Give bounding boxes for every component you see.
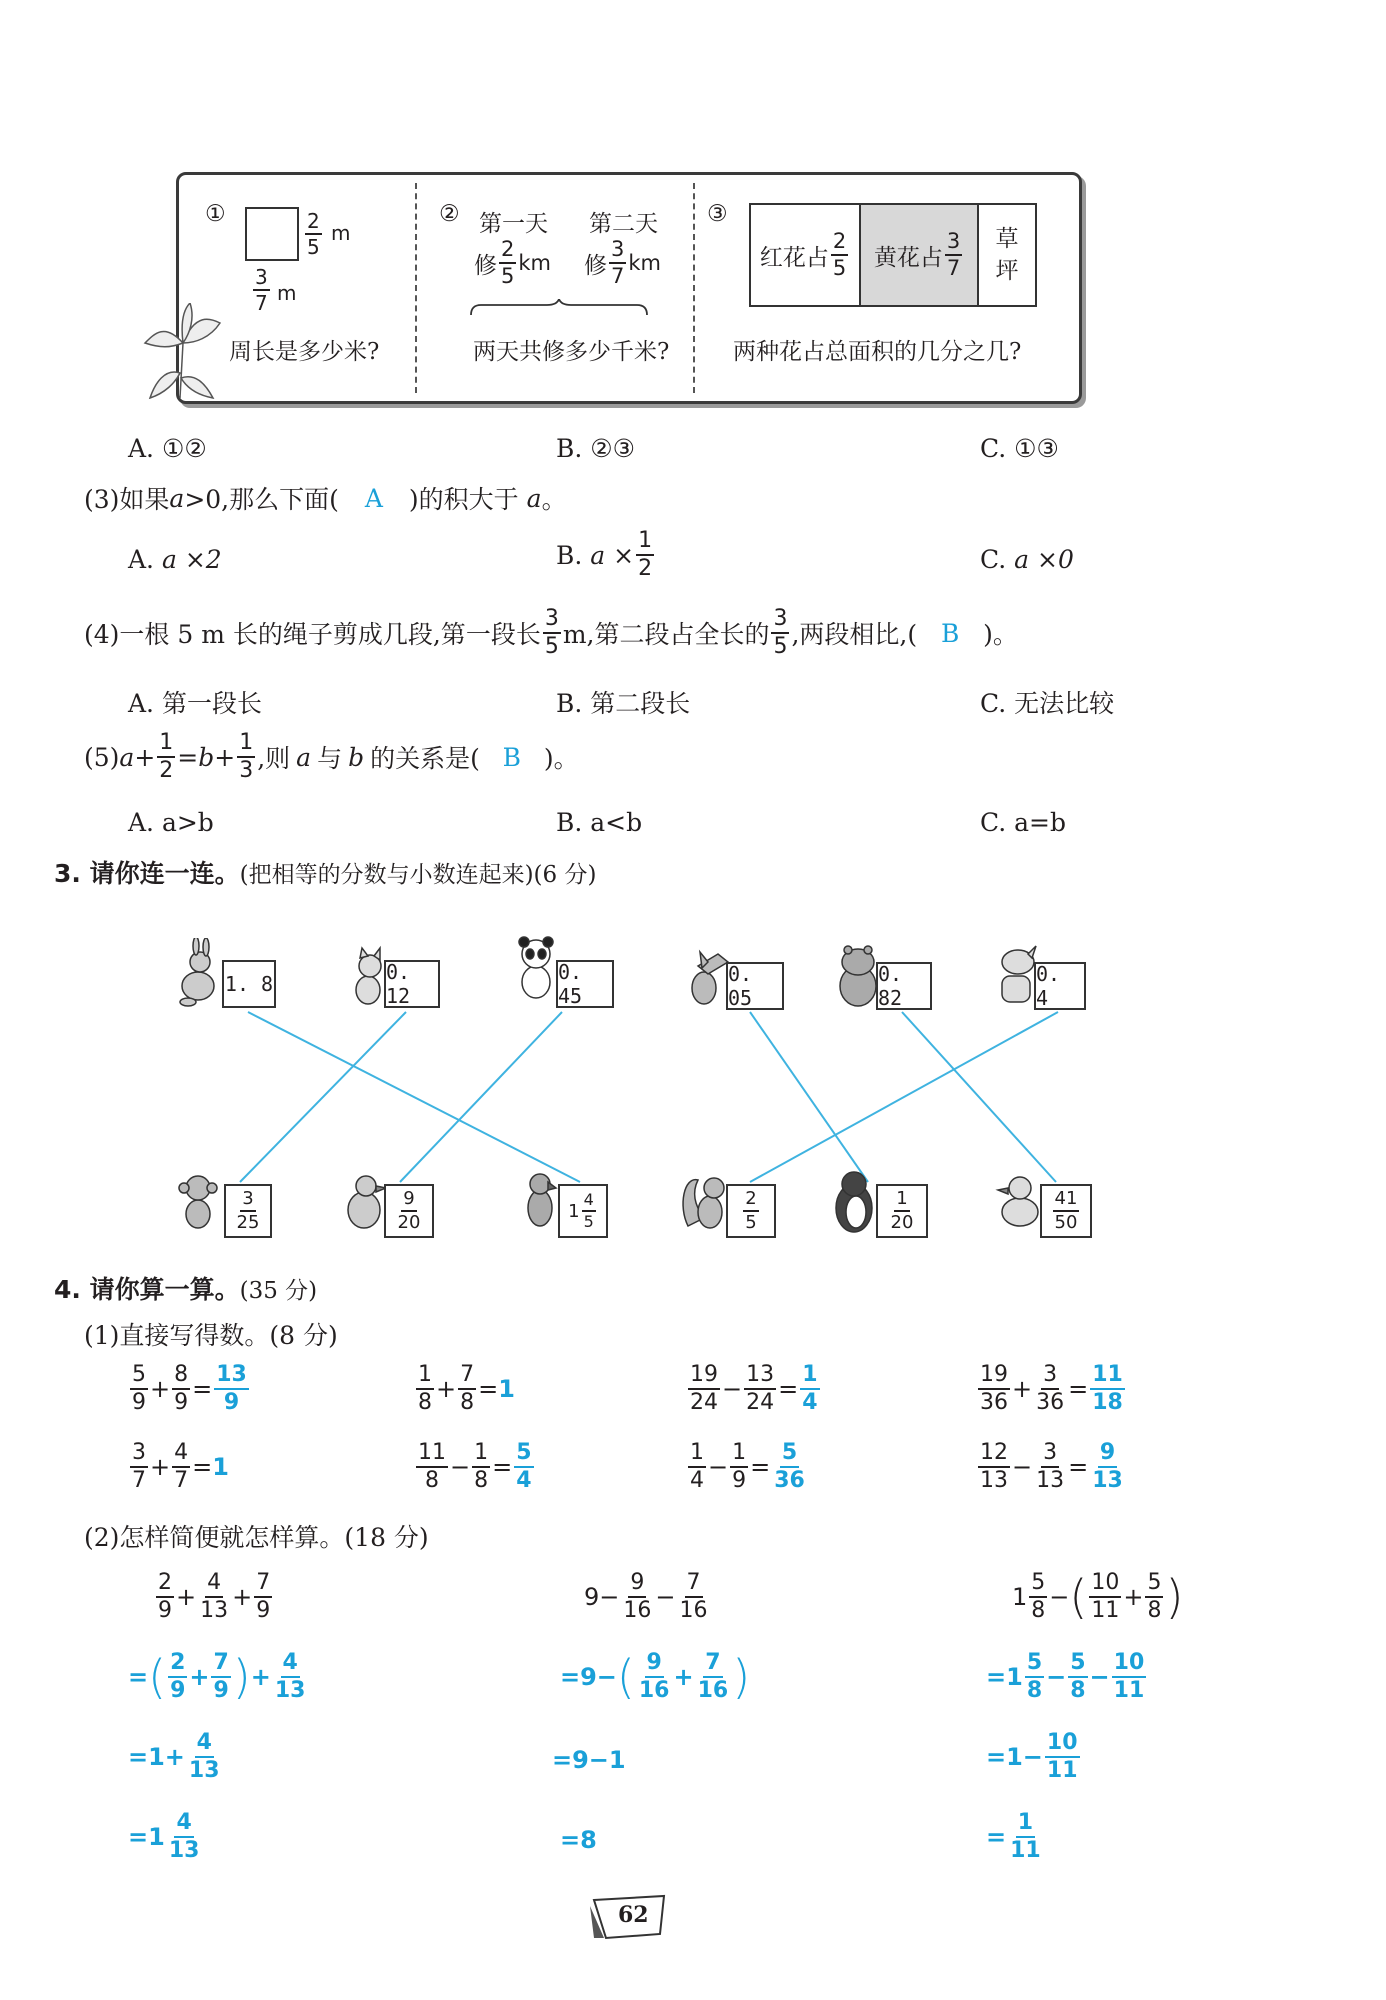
calc-problem: 9− $\frac{9}{16}$ − $\frac{7}{16}$ <box>584 1570 708 1623</box>
panel-question: 两天共修多少千米? <box>473 339 670 365</box>
fraction-numerator: 4 <box>582 1192 596 1212</box>
fraction-numerator: 2 <box>831 231 848 256</box>
panel-question: 两种花占总面积的几分之几? <box>733 339 1022 365</box>
fraction-denominator: 5 <box>501 264 515 288</box>
decimal-card: 0. 82 <box>876 962 932 1010</box>
match-line <box>400 1012 562 1182</box>
repair-label: 修 <box>474 252 497 279</box>
option-c <box>980 545 1074 574</box>
fraction-denominator: 7 <box>946 256 961 280</box>
calc-step: =9−1 <box>552 1746 626 1774</box>
unit-label: km <box>628 251 661 275</box>
calc-step: =1 $\frac{5}{8}$ − $\frac{5}{8}$ − $\frac{10}{11}$ <box>986 1650 1145 1703</box>
mixed-whole: 1 <box>568 1200 580 1222</box>
question-text: m,第二段占全长的 <box>562 620 770 649</box>
question-text: )的积大于 <box>408 485 519 514</box>
fraction-card <box>558 1184 608 1238</box>
area-diagram <box>749 203 1037 307</box>
calc-item: $\frac{1}{4}$ − $\frac{1}{9}$ = $\frac{5}{36}$ <box>690 1440 805 1493</box>
calc-item: $\frac{5}{9}$ + $\frac{8}{9}$ = $\frac{13}{9}$ <box>132 1362 247 1415</box>
penguin-icon <box>826 1166 882 1236</box>
section-title: 3. 请你连一连。 <box>54 859 240 888</box>
match-line <box>902 1012 1056 1182</box>
question-text: (4)一根 5 m 长的绳子剪成几段,第一段长 <box>84 620 541 649</box>
page-number-badge <box>586 1892 672 1942</box>
panel-number: ① <box>205 201 226 227</box>
match-line <box>248 1012 580 1182</box>
divider <box>415 183 417 393</box>
fraction-numerator: 9 <box>401 1190 416 1212</box>
fraction-card <box>224 1184 272 1238</box>
answer-text: A <box>364 483 383 513</box>
figure-box <box>176 172 1082 404</box>
variable: b <box>348 742 365 772</box>
option-c: C. 无法比较 <box>980 689 1115 718</box>
fraction-numerator: 3 <box>609 239 626 264</box>
lily-flower-icon <box>135 303 225 413</box>
fraction-denominator: 5 <box>544 634 559 659</box>
rabbit-icon <box>168 938 224 1008</box>
section-3-heading <box>54 854 596 890</box>
calc-step: =1− $\frac{10}{11}$ <box>986 1730 1078 1783</box>
fraction-numerator: 3 <box>945 231 962 256</box>
fraction-numerator: 3 <box>240 1190 255 1212</box>
option-label: C. <box>980 545 1007 574</box>
question-text: 与 <box>317 744 343 773</box>
fraction-denominator: 5 <box>583 1212 594 1231</box>
fraction-numerator: 2 <box>307 209 320 233</box>
answer-text: B <box>502 742 522 772</box>
calc-item: $\frac{19}{36}$ + $\frac{3}{36}$ = $\frac{11}{18}$ <box>980 1362 1123 1415</box>
grass-section <box>979 205 1035 305</box>
question-text: )。 <box>543 744 579 773</box>
option-a <box>128 545 222 574</box>
fraction-denominator: 7 <box>255 291 268 315</box>
fraction-numerator: 1 <box>636 530 654 556</box>
question-text: ,两段相比,( <box>791 620 918 649</box>
panel-number: ③ <box>707 201 728 227</box>
calc-problem: 1 $\frac{5}{8}$ − ( $\frac{10}{11}$ + $\frac{5}{8}$ ) <box>1012 1570 1184 1624</box>
calc-step: =8 <box>560 1826 597 1854</box>
variable: a <box>169 483 185 513</box>
fraction-card <box>384 1184 434 1238</box>
option-expression: a ×0 <box>1014 545 1074 574</box>
section-note: (把相等的分数与小数连起来)(6 分) <box>239 862 597 888</box>
divider <box>693 183 695 393</box>
question-3 <box>84 480 567 516</box>
subsection-1: (1)直接写得数。(8 分) <box>84 1321 338 1350</box>
calc-item: $\frac{1}{8}$ + $\frac{7}{8}$ = 1 <box>418 1362 515 1415</box>
calc-item: $\frac{3}{7}$ + $\frac{4}{7}$ = 1 <box>132 1440 229 1493</box>
fraction-numerator: 3 <box>543 608 561 634</box>
fraction-card <box>1040 1184 1092 1238</box>
fraction-numerator: 1 <box>894 1190 909 1212</box>
match-line <box>750 1012 868 1182</box>
fraction-denominator: 5 <box>745 1212 757 1233</box>
option-label: B. <box>556 540 583 570</box>
fraction-denominator: 20 <box>397 1212 421 1233</box>
page-number: 62 <box>618 1902 649 1928</box>
fraction-card <box>876 1184 928 1238</box>
variable: a <box>119 742 135 772</box>
calc-item: $\frac{12}{13}$ − $\frac{3}{13}$ = $\frac{9}{13}$ <box>980 1440 1123 1493</box>
decimal-card: 1. 8 <box>222 960 276 1008</box>
question-text: 。 <box>541 485 567 514</box>
grass-label: 坪 <box>995 258 1019 284</box>
variable: b <box>198 742 215 772</box>
question-text: )。 <box>983 620 1018 649</box>
fraction-denominator: 25 <box>236 1212 260 1233</box>
calc-problem: $\frac{2}{9}$ + $\frac{4}{13}$ + $\frac{7}{9}$ <box>158 1570 271 1623</box>
square-figure <box>245 207 299 261</box>
option-c: C. ①③ <box>980 434 1059 463</box>
section-note: (35 分) <box>239 1278 318 1304</box>
subsection-2: (2)怎样简便就怎样算。(18 分) <box>84 1523 429 1552</box>
option-expression: a × <box>590 540 635 570</box>
option-b: B. a<b <box>556 808 643 837</box>
question-5 <box>84 732 579 782</box>
question-text: ,则 <box>257 744 291 773</box>
decimal-card: 0. 12 <box>384 960 440 1008</box>
question-text: >0,那么下面( <box>184 485 339 514</box>
operator: + <box>134 742 156 772</box>
red-flower-label: 红花占 <box>759 244 829 271</box>
operator: + <box>214 742 236 772</box>
fraction-denominator: 50 <box>1054 1212 1078 1233</box>
calc-step: = $\frac{1}{11}$ <box>986 1810 1041 1863</box>
fraction-denominator: 5 <box>832 256 847 280</box>
question-text: (5) <box>84 742 120 772</box>
match-line <box>240 1012 406 1182</box>
fraction-numerator: 41 <box>1053 1190 1080 1212</box>
question-text: 的关系是( <box>370 744 480 773</box>
unit-label: km <box>518 251 551 275</box>
calc-item: $\frac{19}{24}$ − $\frac{13}{24}$ = $\frac{1}{4}$ <box>690 1362 818 1415</box>
match-line <box>750 1012 1058 1182</box>
panel-question: 周长是多少米? <box>229 339 380 365</box>
section-4-heading <box>54 1270 317 1306</box>
duck-icon <box>990 1166 1046 1236</box>
decimal-card: 0. 45 <box>556 960 614 1008</box>
unit-label: m <box>277 281 297 305</box>
fraction-denominator: 5 <box>773 634 788 659</box>
calc-step: =9− ( $\frac{9}{16}$ + $\frac{7}{16}$ ) <box>560 1650 751 1704</box>
fraction-denominator: 20 <box>890 1212 914 1233</box>
repair-label: 修 <box>584 252 607 279</box>
fraction-denominator: 2 <box>159 758 174 783</box>
fraction-denominator: 2 <box>638 556 653 581</box>
option-b <box>556 530 656 580</box>
question-4 <box>84 608 1018 658</box>
answer-text: B <box>940 618 960 648</box>
decimal-card: 0. 05 <box>726 962 784 1010</box>
monkey-icon <box>170 1166 226 1236</box>
fraction-card <box>726 1184 776 1238</box>
option-expression: a ×2 <box>161 545 222 574</box>
unit-label: m <box>331 221 351 245</box>
option-b: B. 第二段长 <box>556 689 691 718</box>
day-label: 第一天 <box>479 211 548 237</box>
option-c: C. a=b <box>980 808 1066 837</box>
grass-label: 草 <box>995 225 1019 252</box>
option-label: A. <box>128 545 155 574</box>
option-a: A. a>b <box>128 808 214 837</box>
yellow-flower-section <box>861 205 979 305</box>
fraction-numerator: 2 <box>499 239 516 264</box>
section-title: 4. 请你算一算。 <box>54 1275 240 1304</box>
decimal-card: 0. 4 <box>1034 962 1086 1010</box>
fraction-numerator: 1 <box>157 732 175 758</box>
fraction-denominator: 7 <box>611 264 625 288</box>
calc-item: $\frac{11}{8}$ − $\frac{1}{8}$ = $\frac{5}{4}$ <box>418 1440 532 1493</box>
brace-icon <box>469 299 649 319</box>
fraction-numerator: 3 <box>255 265 268 289</box>
fraction-denominator: 5 <box>307 235 320 259</box>
option-a: A. ①② <box>128 434 207 463</box>
variable: a <box>296 742 312 772</box>
calc-step: =1 $\frac{4}{13}$ <box>128 1810 200 1863</box>
yellow-flower-label: 黄花占 <box>873 244 943 271</box>
question-text: (3)如果 <box>84 485 170 514</box>
calc-step: = ( $\frac{2}{9}$ + $\frac{7}{9}$ ) + $\frac{4}{13}$ <box>128 1650 306 1704</box>
red-flower-section <box>751 205 861 305</box>
fraction-numerator: 1 <box>237 732 255 758</box>
fraction-numerator: 3 <box>771 608 789 634</box>
fraction-denominator: 3 <box>239 758 254 783</box>
option-b: B. ②③ <box>556 434 636 463</box>
day-label: 第二天 <box>589 211 658 237</box>
variable: a <box>526 483 542 513</box>
fraction-numerator: 2 <box>743 1190 758 1212</box>
panel-number: ② <box>439 201 460 227</box>
calc-step: =1+ $\frac{4}{13}$ <box>128 1730 220 1783</box>
operator: = <box>177 742 199 772</box>
option-a: A. 第一段长 <box>128 689 262 718</box>
